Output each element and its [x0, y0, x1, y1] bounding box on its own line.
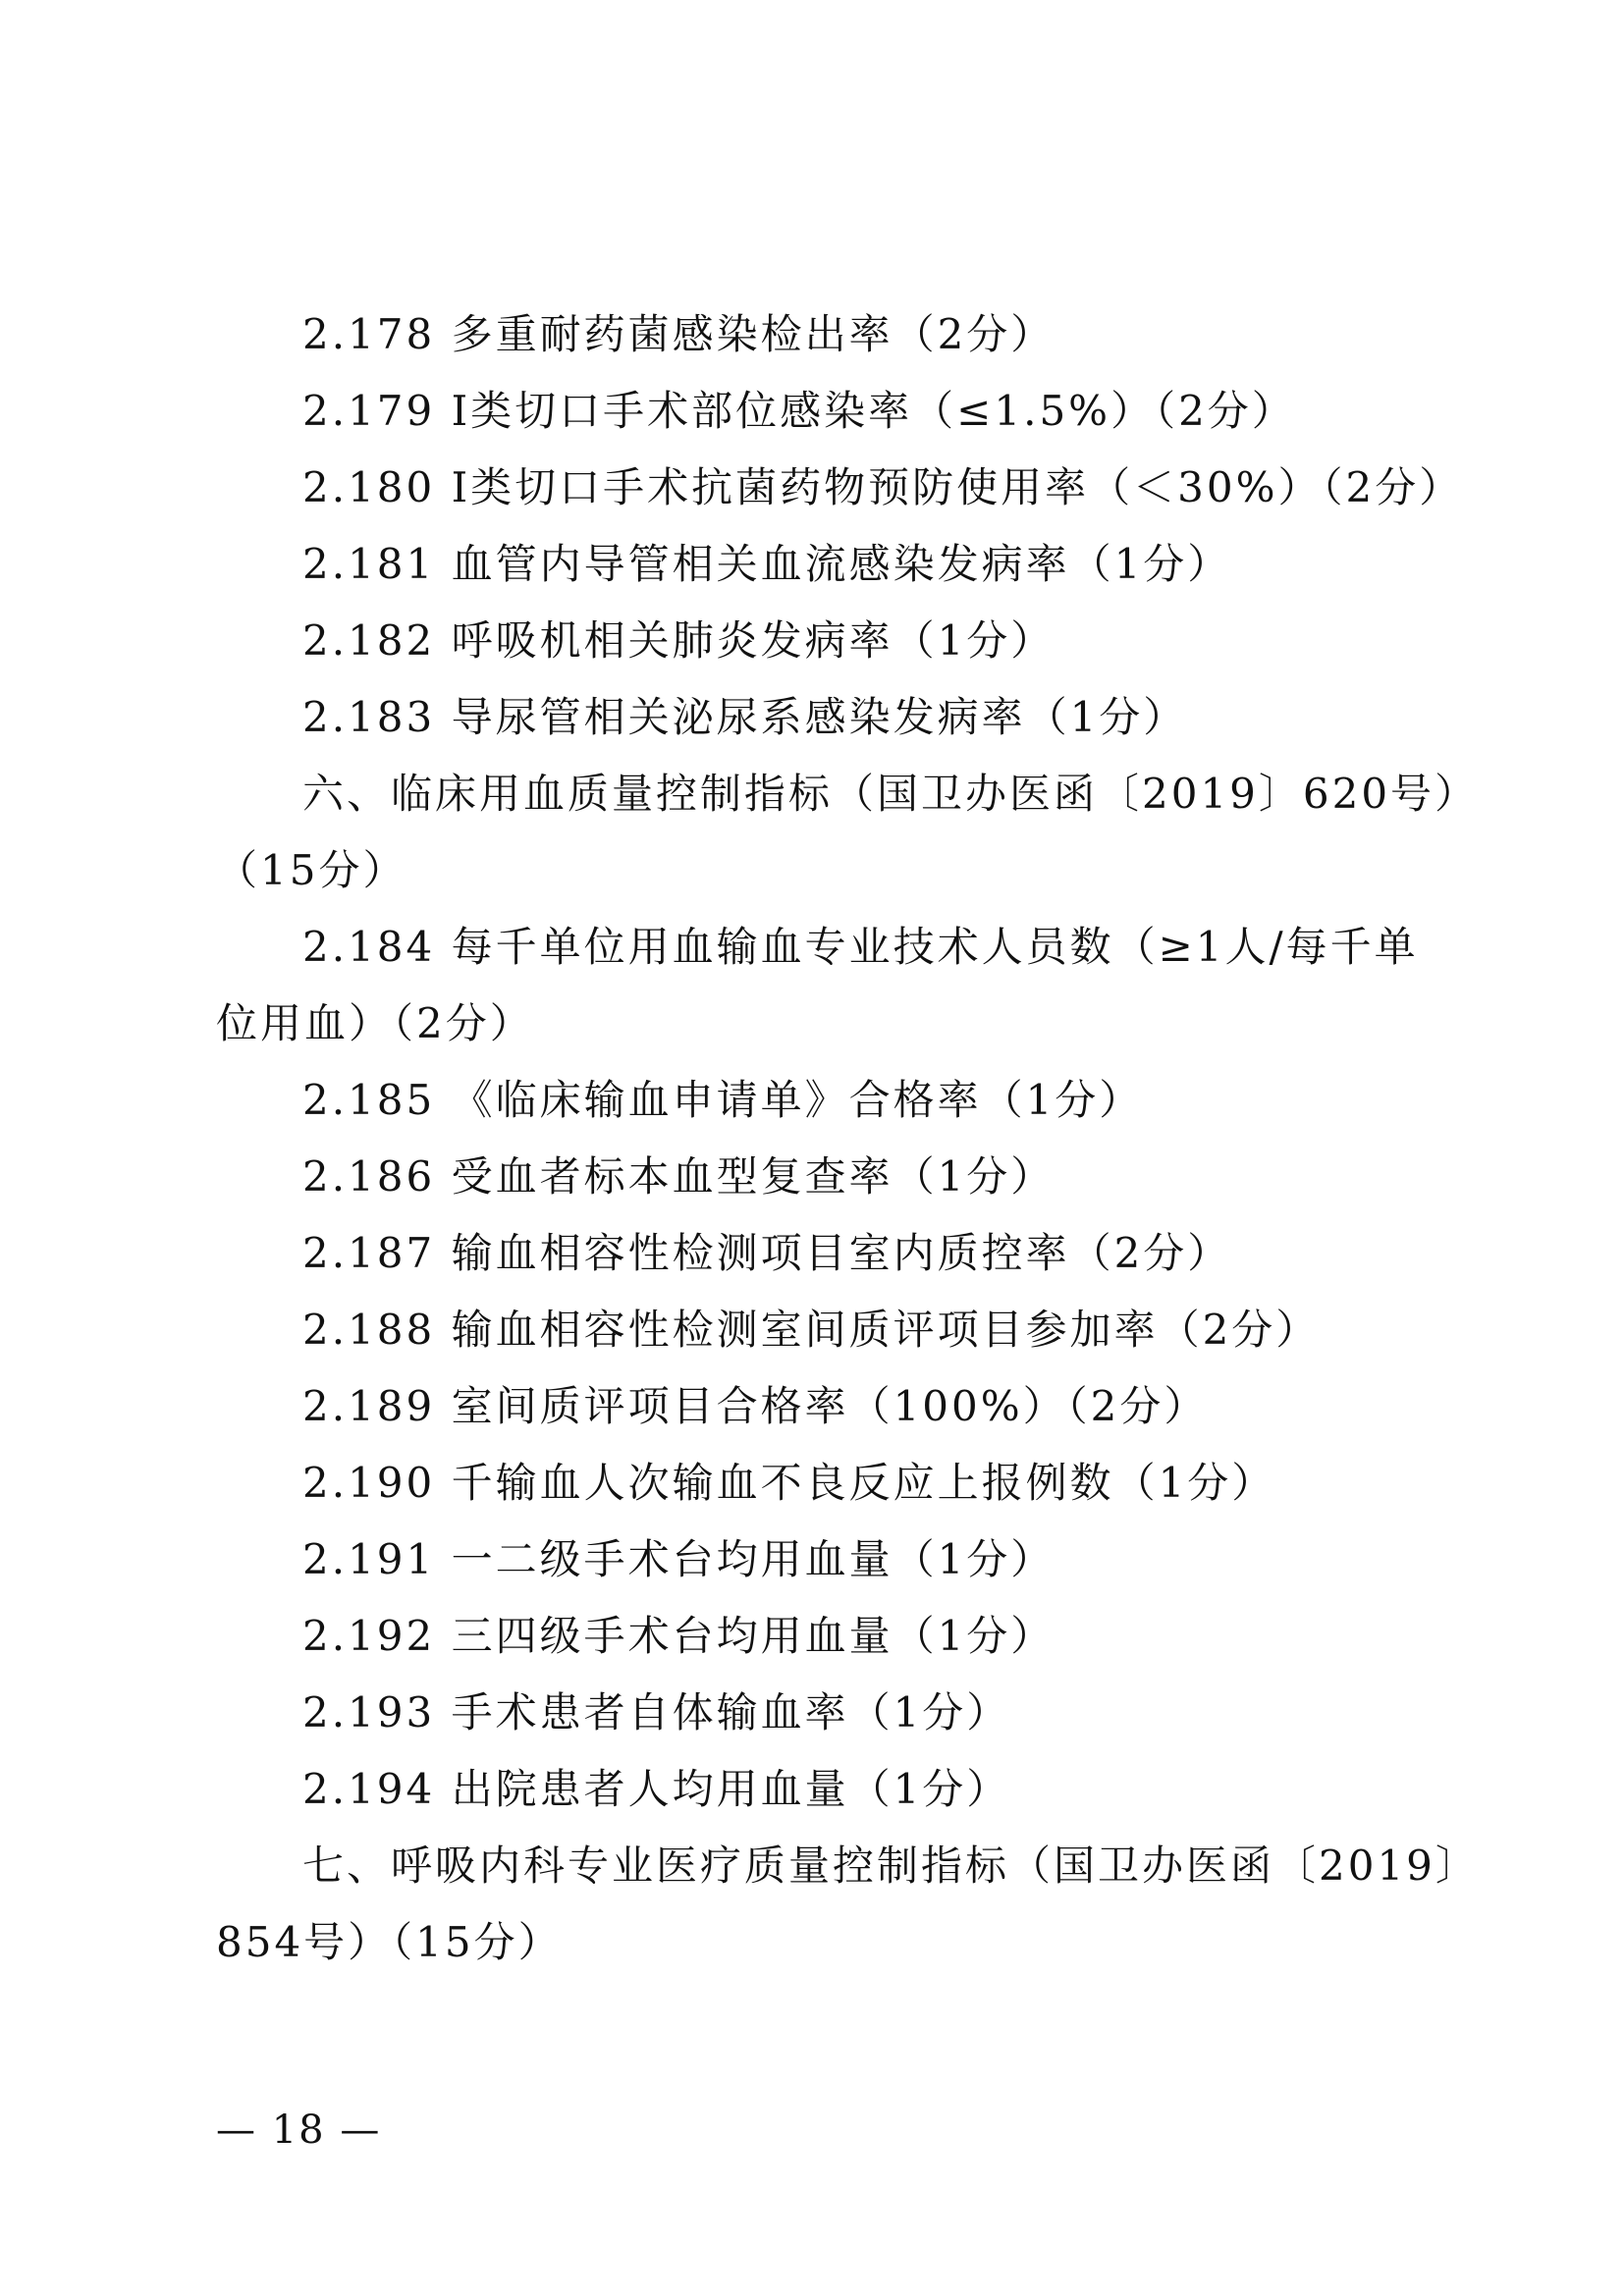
indicator-line: 2.191 一二级手术台均用血量（1分） — [302, 1535, 1056, 1583]
section-heading-continuation: 854号）（15分） — [216, 1918, 563, 1966]
indicator-line-continuation: 位用血）（2分） — [216, 999, 534, 1047]
indicator-line: 2.189 室间质评项目合格率（100%）（2分） — [302, 1382, 1209, 1430]
indicator-line: 2.193 手术患者自体输血率（1分） — [302, 1688, 1011, 1736]
indicator-line: 2.194 出院患者人均用血量（1分） — [302, 1765, 1011, 1813]
section-heading: 七、呼吸内科专业医疗质量控制指标（国卫办医函〔2019〕 — [302, 1842, 1480, 1890]
indicator-line: 2.188 输血相容性检测室间质评项目参加率（2分） — [302, 1306, 1321, 1354]
indicator-line: 2.192 三四级手术台均用血量（1分） — [302, 1612, 1056, 1660]
indicator-line: 2.187 输血相容性检测项目室内质控率（2分） — [302, 1229, 1232, 1277]
indicator-line: 2.178 多重耐药菌感染检出率（2分） — [302, 310, 1056, 358]
indicator-line: 2.190 千输血人次输血不良反应上报例数（1分） — [302, 1459, 1276, 1507]
indicator-line: 2.180 I类切口手术抗菌药物预防使用率（＜30%）（2分） — [302, 463, 1464, 511]
indicator-line: 2.181 血管内导管相关血流感染发病率（1分） — [302, 540, 1232, 588]
section-heading-continuation: （15分） — [216, 846, 407, 894]
page-number: — 18 — — [216, 2108, 382, 2153]
indicator-line: 2.185 《临床输血申请单》合格率（1分） — [302, 1076, 1144, 1124]
indicator-line: 2.179 I类切口手术部位感染率（≤1.5%）（2分） — [302, 387, 1296, 435]
indicator-line: 2.184 每千单位用血输血专业技术人员数（≥1人/每千单 — [302, 923, 1419, 971]
indicator-line: 2.183 导尿管相关泌尿系感染发病率（1分） — [302, 693, 1188, 741]
indicator-line: 2.182 呼吸机相关肺炎发病率（1分） — [302, 616, 1056, 665]
section-heading: 六、临床用血质量控制指标（国卫办医函〔2019〕620号） — [302, 770, 1480, 818]
indicator-line: 2.186 受血者标本血型复查率（1分） — [302, 1152, 1056, 1201]
